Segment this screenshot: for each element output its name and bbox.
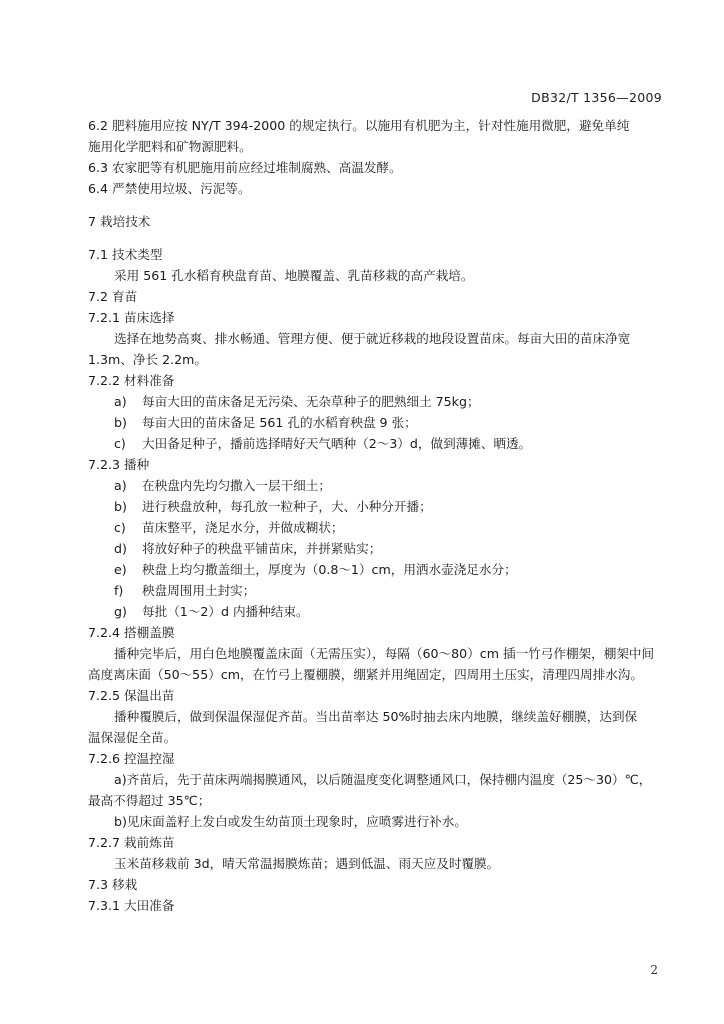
clause-7-2-5-text-1: 播种覆膜后，做到保温保湿促齐苗。当出苗率达 50%时抽去床内地膜，继续盖好棚膜，达到保	[114, 709, 638, 724]
clause-7-2-4-text-1: 播种完毕后，用白色地膜覆盖床面（无需压实），每隔（60～80）cm 插一竹弓作棚架，棚架中间	[114, 646, 655, 661]
clause-6-4: 6.4 严禁使用垃圾、污泥等。	[88, 181, 251, 196]
list-item: f) 秧盘周围用土封实；	[114, 583, 256, 598]
list-item: d) 将放好种子的秧盘平铺苗床，并拼紧贴实；	[114, 541, 382, 556]
list-item: a) 在秧盘内先均匀撒入一层干细土；	[114, 478, 331, 493]
list-item: g) 每批（1～2）d 内播种结束。	[114, 604, 309, 619]
clause-7-2-6-text-2: 最高不得超过 35℃；	[88, 793, 211, 808]
list-item: c) 苗床整平，浇足水分，并做成糊状；	[114, 520, 344, 535]
clause-7-2-6-heading: 7.2.6 控温控湿	[88, 751, 175, 766]
clause-6-2-line-2: 施用化学肥料和矿物源肥料。	[88, 139, 252, 154]
list-item: b) 每亩大田的苗床备足 561 孔的水稻育秧盘 9 张；	[114, 415, 417, 430]
clause-7-2-4-heading: 7.2.4 搭棚盖膜	[88, 625, 175, 640]
clause-7-3-heading: 7.3 移栽	[88, 877, 138, 892]
clause-7-2-7-text: 玉米苗移栽前 3d，晴天常温揭膜炼苗；遇到低温、雨天应及时覆膜。	[114, 856, 500, 871]
clause-7-2-heading: 7.2 育苗	[88, 289, 138, 304]
clause-7-2-5-heading: 7.2.5 保温出苗	[88, 688, 175, 703]
clause-7-2-6-text-1: a)齐苗后，先于苗床两端揭膜通风，以后随温度变化调整通风口，保持棚内温度（25～30）℃，	[114, 772, 652, 787]
clause-6-3: 6.3 农家肥等有机肥施用前应经过堆制腐熟、高温发酵。	[88, 160, 402, 175]
standard-code: DB32/T 1356—2009	[531, 90, 662, 105]
clause-7-2-1-heading: 7.2.1 苗床选择	[88, 310, 175, 325]
clause-7-2-6-text-3: b)见床面盖籽上发白或发生幼苗顶土现象时，应喷雾进行补水。	[114, 814, 467, 829]
clause-7-1-heading: 7.1 技术类型	[88, 247, 163, 262]
clause-7-2-2-heading: 7.2.2 材料准备	[88, 373, 175, 388]
clause-7-2-4-text-2: 高度离床面（50～55）cm，在竹弓上覆棚膜，绷紧并用绳固定，四周用土压实，清理四周排水沟。	[88, 667, 643, 682]
clause-7-2-7-heading: 7.2.7 栽前炼苗	[88, 835, 175, 850]
clause-7-2-3-heading: 7.2.3 播种	[88, 457, 150, 472]
clause-6-2-line-1: 6.2 肥料施用应按 NY/T 394-2000 的规定执行。以施用有机肥为主，针对性施用微肥，避免单纯	[88, 118, 630, 133]
page-number: 2	[650, 963, 658, 977]
list-item: c) 大田备足种子，播前选择晴好天气晒种（2～3）d，做到薄摊、晒透。	[114, 436, 532, 451]
clause-7-2-5-text-2: 温保湿促全苗。	[88, 730, 177, 745]
list-item: e) 秧盘上均匀撒盖细土，厚度为（0.8～1）cm，用洒水壶浇足水分；	[114, 562, 517, 577]
clause-7-3-1-heading: 7.3.1 大田准备	[88, 898, 175, 913]
list-item: b) 进行秧盘放种，每孔放一粒种子，大、小种分开播；	[114, 499, 432, 514]
list-item: a) 每亩大田的苗床备足无污染、无杂草种子的肥熟细土 75kg；	[114, 394, 480, 409]
clause-7-2-1-text-2: 1.3m、净长 2.2m。	[88, 352, 207, 367]
clause-7-2-1-text-1: 选择在地势高爽、排水畅通、管理方便、便于就近移栽的地段设置苗床。每亩大田的苗床净宽	[114, 331, 631, 346]
page-content	[88, 115, 658, 916]
section-7-heading: 7 栽培技术	[88, 214, 151, 229]
clause-7-1-text: 采用 561 孔水稻育秧盘育苗、地膜覆盖、乳苗移栽的高产栽培。	[114, 268, 474, 283]
